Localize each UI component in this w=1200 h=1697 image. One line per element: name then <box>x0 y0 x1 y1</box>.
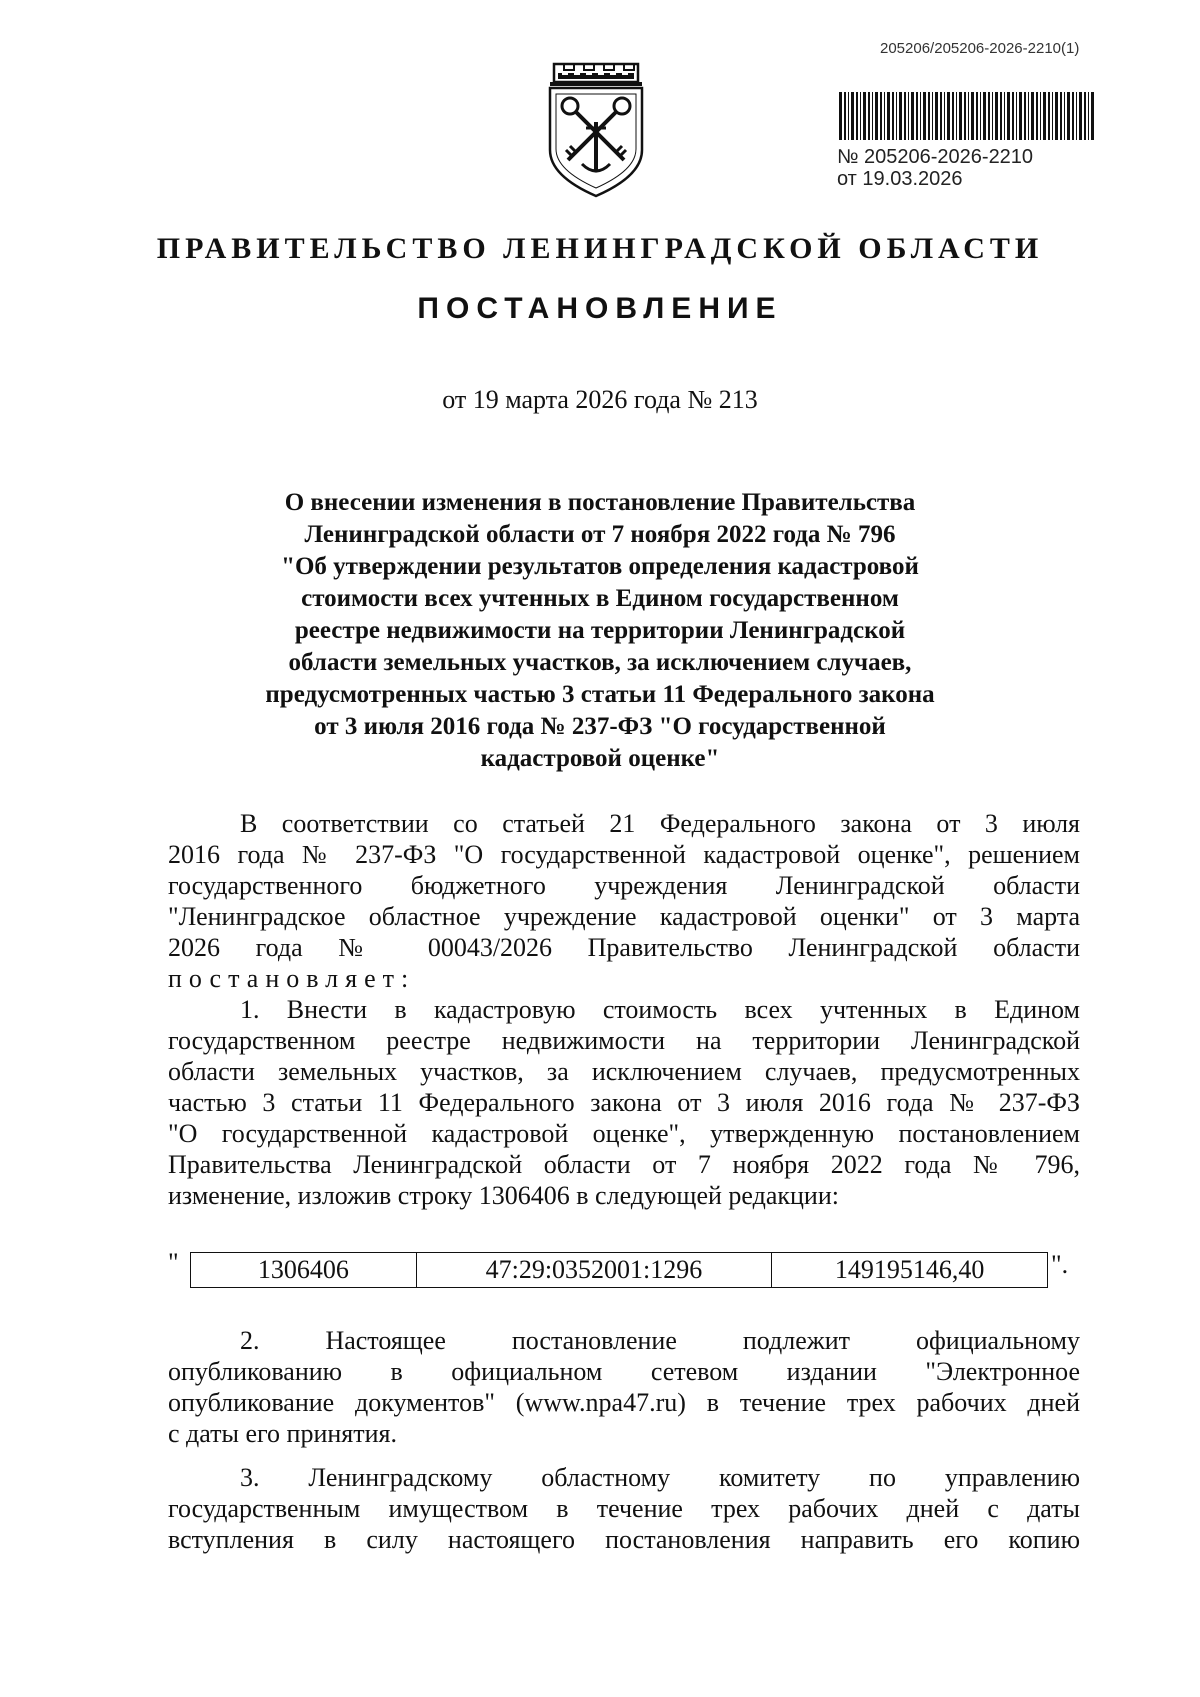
text-line: вступления в силу настоящего постановления направить его копию <box>168 1525 1080 1554</box>
barcode-icon <box>837 92 1097 140</box>
subject-line: предусмотренных частью 3 статьи 11 Федерального закона <box>265 681 935 708</box>
subject-line: О внесении изменения в постановление Правительства <box>284 489 916 516</box>
text-line: В соответствии со статьей 21 Федерального закона от 3 июля <box>240 809 1080 838</box>
registration-number: № 205206-2026-2210 <box>837 146 1034 168</box>
text-line: частью 3 статьи 11 Федерального закона от 3 июля 2016 года № 237-ФЗ <box>168 1088 1080 1117</box>
subject-line: реестре недвижимости на территории Ленинградской <box>294 617 906 644</box>
text-line: Правительства Ленинградской области от 7 ноября 2022 года № 796, <box>168 1150 1080 1179</box>
table-row <box>191 1253 1048 1288</box>
subject-line: стоимости всех учтенных в Едином государственном <box>301 585 899 612</box>
item-1-paragraph <box>168 994 1080 1211</box>
cadastral-table <box>190 1252 1048 1288</box>
document-body-continued <box>168 1325 1080 1555</box>
text-line: 2016 года № 237-ФЗ "О государственной кадастровой оценке", решением <box>168 840 1080 869</box>
subject-line: области земельных участков, за исключением случаев, <box>288 649 912 676</box>
text-line: опубликованию в официальном сетевом издании "Электронное <box>168 1357 1080 1386</box>
item-2-paragraph <box>168 1325 1080 1449</box>
quote-close: ". <box>1051 1250 1069 1279</box>
registration-date: от 19.03.2026 <box>837 168 963 190</box>
text-line: опубликование документов" (www.npa47.ru) в течение трех рабочих дней <box>168 1388 1080 1417</box>
item-3-paragraph <box>168 1462 1080 1555</box>
text-line: государственного бюджетного учреждения Ленинградской области <box>168 871 1080 900</box>
amended-table-row <box>168 1248 1088 1292</box>
text-line: государственным имуществом в течение трех рабочих дней с даты <box>168 1494 1080 1523</box>
document-type: ПОСТАНОВЛЕНИЕ <box>417 292 783 325</box>
document-body <box>168 808 1080 1211</box>
preamble-paragraph <box>168 808 1080 994</box>
text-line: 2. Настоящее постановление подлежит официальному <box>240 1326 1080 1355</box>
row-number-cell: 1306406 <box>191 1253 417 1288</box>
document-date: от 19 марта 2026 года № 213 <box>442 385 758 414</box>
text-line: "Ленинградское областное учреждение кадастровой оценки" от 3 марта <box>168 902 1080 931</box>
organization-title: ПРАВИТЕЛЬСТВО ЛЕНИНГРАДСКОЙ ОБЛАСТИ <box>156 232 1044 265</box>
subject-line: от 3 июля 2016 года № 237-ФЗ "О государственной <box>314 713 886 740</box>
subject-line: "Об утверждении результатов определения кадастровой <box>281 553 919 580</box>
cadastral-value-cell: 149195146,40 <box>772 1253 1048 1288</box>
coat-of-arms-icon <box>540 60 652 198</box>
text-line: с даты его принятия. <box>168 1419 397 1448</box>
document-reference-code: 205206/205206-2026-2210(1) <box>880 40 1080 57</box>
document-subject <box>200 487 1000 775</box>
cadastral-number-cell: 47:29:0352001:1296 <box>416 1253 772 1288</box>
text-line: 1. Внести в кадастровую стоимость всех учтенных в Едином <box>240 995 1080 1024</box>
text-line: государственном реестре недвижимости на территории Ленинградской <box>168 1026 1080 1055</box>
text-line: "О государственной кадастровой оценке", утвержденную постановлением <box>168 1119 1080 1148</box>
subject-line: кадастровой оценке" <box>480 745 720 772</box>
text-line: 3. Ленинградскому областному комитету по управлению <box>240 1463 1080 1492</box>
quote-open: " <box>168 1248 179 1277</box>
registration-block <box>837 92 1102 190</box>
resolves-word: постановляет: <box>168 964 416 993</box>
text-line: области земельных участков, за исключением случаев, предусмотренных <box>168 1057 1080 1086</box>
text-line: 2026 года № 00043/2026 Правительство Ленинградской области <box>168 933 1080 962</box>
text-line: изменение, изложив строку 1306406 в следующей редакции: <box>168 1181 839 1210</box>
subject-line: Ленинградской области от 7 ноября 2022 года № 796 <box>304 521 896 548</box>
